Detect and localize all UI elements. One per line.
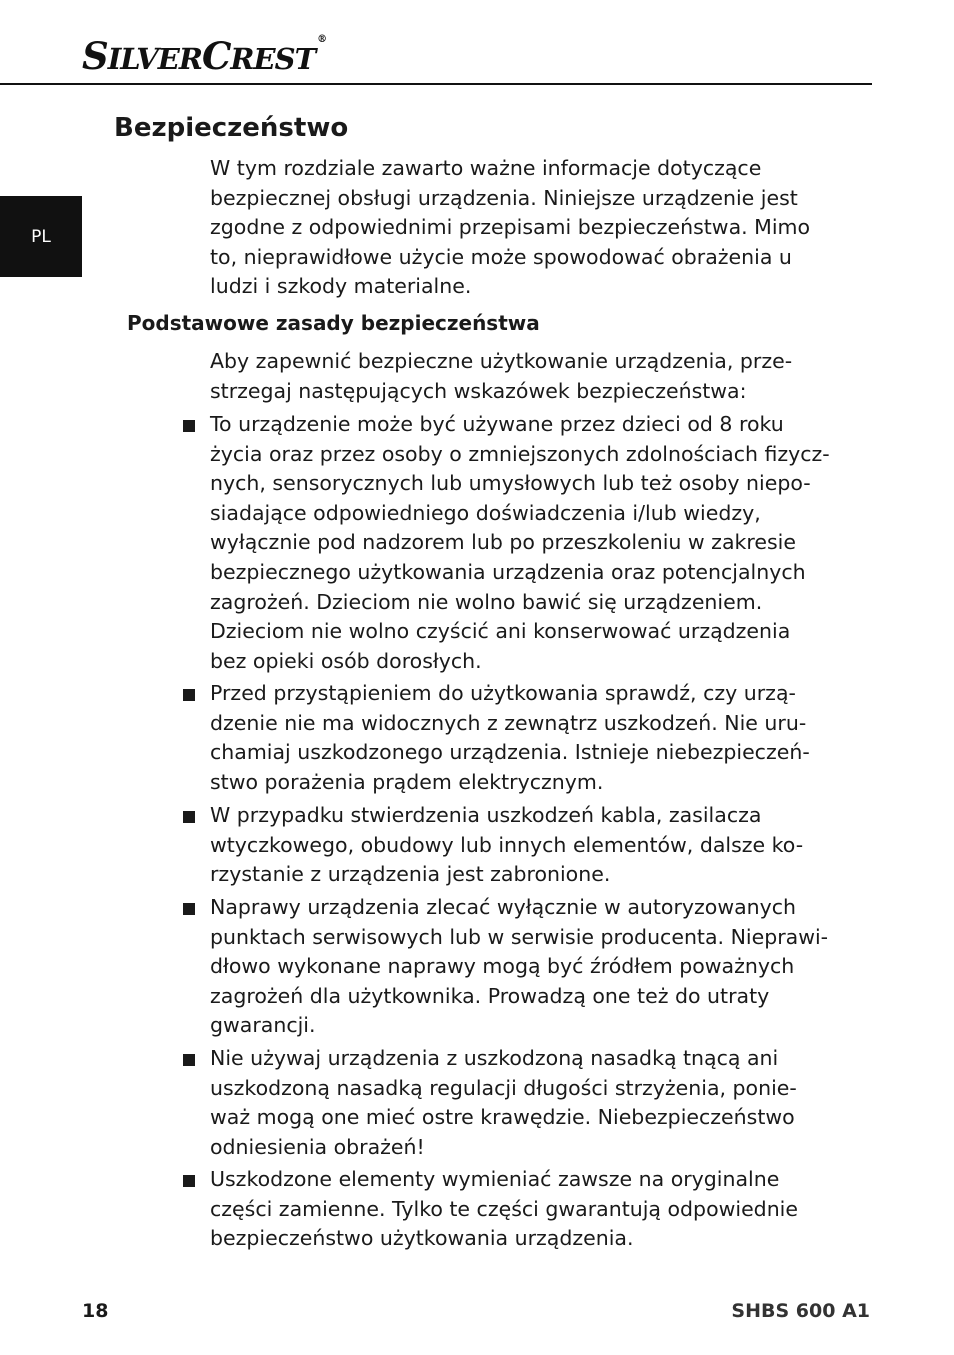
- text-line: bezpieczeństwo użytkowania urządzenia.: [210, 1226, 634, 1251]
- text-line: Naprawy urządzenia zlecać wyłącznie w autoryzowanych: [210, 895, 797, 919]
- text-line: to, nieprawidłowe użycie może spowodować obrażenia u: [210, 244, 792, 269]
- text-line: To urządzenie może być używane przez dzieci od 8 roku: [210, 412, 784, 436]
- text-line: W przypadku stwierdzenia uszkodzeń kabla, zasilacza: [210, 803, 762, 827]
- text-line: siadające odpowiedniego doświadczenia i/lub wiedzy,: [210, 500, 761, 525]
- text-line: odniesienia obrażeń!: [210, 1134, 425, 1159]
- bullet-square-icon: [183, 811, 195, 823]
- text-line: Nie używaj urządzenia z uszkodzoną nasadką tnącą ani: [210, 1046, 779, 1070]
- text-line: waż mogą one mieć ostre krawędzie. Niebezpieczeństwo: [210, 1105, 795, 1130]
- text-line: stwo porażenia prądem elektrycznym.: [210, 769, 604, 794]
- text-line: Przed przystąpieniem do użytkowania sprawdź, czy urzą-: [210, 681, 796, 705]
- page-number: 18: [82, 1300, 109, 1322]
- list-item: [210, 1044, 850, 1162]
- language-tab: PL: [0, 196, 82, 277]
- list-item: [210, 410, 850, 676]
- model-number: SHBS 600 A1: [731, 1300, 870, 1322]
- text-line: wtyczkowego, obudowy lub innych elementów, dalsze ko-: [210, 832, 804, 857]
- text-line: bezpiecznej obsługi urządzenia. Niniejsze urządzenie jest: [210, 185, 798, 210]
- text-line: gwarancji.: [210, 1013, 316, 1038]
- bullet-square-icon: [183, 1175, 195, 1187]
- section-title: Bezpieczeństwo: [114, 113, 349, 143]
- text-line: uszkodzoną nasadką regulacji długości strzyżenia, ponie-: [210, 1075, 797, 1100]
- text-line: zagrożeń dla użytkownika. Prowadzą one też do utraty: [210, 983, 770, 1008]
- text-line: części zamienne. Tylko te części gwarantują odpowiednie: [210, 1196, 798, 1221]
- text-line: ludzi i szkody materialne.: [210, 274, 472, 299]
- list-item: [210, 893, 850, 1041]
- text-line: Dzieciom nie wolno czyścić ani konserwować urządzenia: [210, 619, 791, 644]
- text-line: bez opieki osób dorosłych.: [210, 648, 482, 673]
- text-line: życia oraz przez osoby o zmniejszonych zdolnościach fizycz-: [210, 441, 830, 466]
- text-line: Uszkodzone elementy wymieniać zawsze na oryginalne: [210, 1167, 780, 1191]
- text-line: dzenie nie ma widocznych z zewnątrz uszkodzeń. Nie uru-: [210, 710, 807, 735]
- bullet-square-icon: [183, 1054, 195, 1066]
- list-item: [210, 679, 850, 797]
- text-line: chamiaj uszkodzonego urządzenia. Istnieje niebezpieczeń-: [210, 740, 810, 765]
- text-line: zagrożeń. Dzieciom nie wolno bawić się urządzeniem.: [210, 589, 763, 614]
- text-line: strzegaj następujących wskazówek bezpieczeństwa:: [210, 378, 747, 403]
- bullet-square-icon: [183, 903, 195, 915]
- text-line: zgodne z odpowiednimi przepisami bezpieczeństwa. Mimo: [210, 215, 811, 240]
- subsection-title: Podstawowe zasady bezpieczeństwa: [127, 311, 540, 335]
- text-line: Aby zapewnić bezpieczne użytkowanie urządzenia, prze-: [210, 349, 793, 373]
- brand-logo: SILVERCREST®: [82, 34, 327, 78]
- text-line: rzystanie z urządzenia jest zabronione.: [210, 862, 611, 887]
- text-line: nych, sensorycznych lub umysłowych lub też osoby niepo-: [210, 471, 811, 496]
- text-line: bezpiecznego użytkowania urządzenia oraz potencjalnych: [210, 559, 806, 584]
- bullet-square-icon: [183, 420, 195, 432]
- bullet-square-icon: [183, 689, 195, 701]
- list-item: [210, 1165, 850, 1254]
- text-line: punktach serwisowych lub w serwisie producenta. Nieprawi-: [210, 924, 829, 949]
- text-line: dłowo wykonane naprawy mogą być źródłem poważnych: [210, 954, 795, 979]
- list-item: [210, 801, 850, 890]
- text-line: W tym rozdziale zawarto ważne informacje dotyczące: [210, 156, 762, 180]
- text-line: wyłącznie pod nadzorem lub po przeszkoleniu w zakresie: [210, 530, 796, 555]
